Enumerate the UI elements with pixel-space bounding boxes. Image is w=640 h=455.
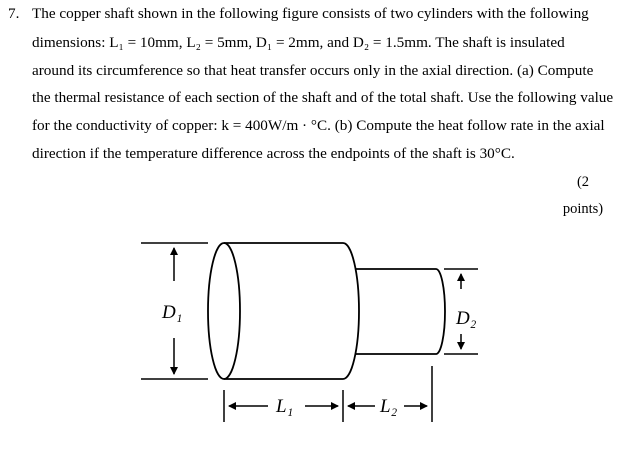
small-cylinder <box>355 269 445 354</box>
points-label-close: points) <box>562 201 604 217</box>
large-cylinder <box>208 243 359 379</box>
l1-label: L₁ <box>276 396 294 417</box>
d1-label: D₁ <box>162 302 183 323</box>
length-dimensions <box>224 366 432 422</box>
d2-label: D₂ <box>456 308 477 329</box>
problem-line-4: the thermal resistance of each section of the shaft and of the total shaft. Use the following value <box>32 89 614 106</box>
l2-label: L₂ <box>380 396 398 417</box>
problem-line-3: around its circumference so that heat transfer occurs only in the axial direction. (a) Compute <box>32 62 594 79</box>
problem-line-5: for the conductivity of copper: k = 400W/m · °C. (b) Compute the heat follow rate in the axial <box>32 117 605 134</box>
problem-line-2: dimensions: L₁ = 10mm, L₂ = 5mm, D₁ = 2mm, and D₂ = 1.5mm. The shaft is insulated <box>32 34 565 51</box>
problem-number: 7. <box>8 5 20 22</box>
problem-line-6: direction if the temperature difference across the endpoints of the shaft is 30°C. <box>32 145 515 162</box>
points-label-open: (2 <box>576 174 590 190</box>
problem-text-1: The copper shaft shown in the following figure consists of two cylinders with the following <box>32 5 589 22</box>
